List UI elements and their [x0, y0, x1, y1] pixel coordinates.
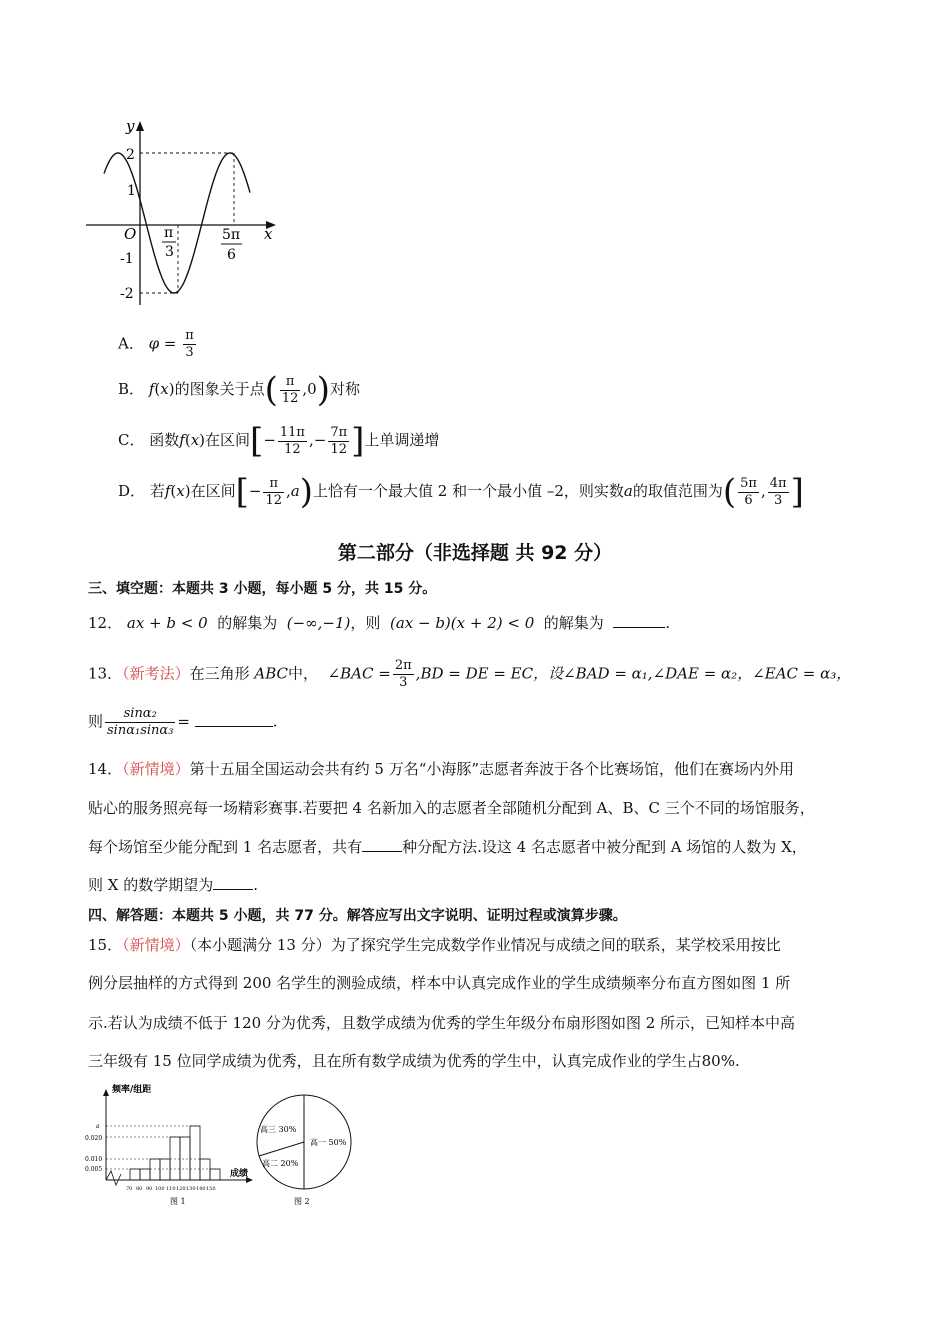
option-c: C． 函数f(x)在区间[− $\frac{11\pi}{12}$ ,− $\frac{7\pi}{12}$ ]上单调递增: [118, 421, 440, 461]
option-c-letter: C．: [118, 431, 145, 449]
answer-blank-14b[interactable]: [213, 875, 253, 890]
sine-graph: [80, 115, 290, 315]
pie-slice-label-grade3: 高三 30%: [260, 1125, 297, 1134]
question-15-line2: 例分层抽样的方式得到 200 名学生的测验成绩，样本中认真完成作业的学生成绩频率分布直方图如图 1 所: [88, 974, 791, 992]
option-d: D． 若f(x)在区间[− $\frac{\pi}{12}$ ,a)上恰有一个最大值 2 和一个最小值 –2，则实数a的取值范围为( $\frac{5\pi}{6}$ , $\frac{4\pi}{3}$ ]: [118, 472, 804, 512]
pie-slice-label-grade1: 高一 50%: [310, 1138, 347, 1147]
fig1-xlabel: 成绩: [230, 1169, 249, 1179]
section3-heading: 三、填空题：本题共 3 小题，每小题 5 分，共 15 分。: [88, 581, 437, 597]
tag-new-context-14: （新情境）: [122, 760, 190, 778]
question-14-line1: 14．（新情境）第十五届全国运动会共有约 5 万名“小海豚”志愿者奔波于各个比赛场馆，他们在赛场内外用: [88, 760, 795, 778]
option-d-letter: D．: [118, 482, 146, 500]
question-14-line4: 则 X 的数学期望为 .: [88, 876, 258, 894]
y-axis-arrow: [136, 121, 144, 131]
pie-slice-label-grade2: 高二 20%: [262, 1159, 299, 1168]
fig1-ylabel: 频率/组距: [112, 1085, 152, 1095]
pie-divider: [259, 1142, 304, 1156]
sine-curve: [104, 153, 250, 293]
figure-2-pie: [252, 1092, 362, 1208]
fig1-xtick: 150: [206, 1186, 216, 1192]
answer-blank-14a[interactable]: [362, 837, 402, 852]
fig1-xtick: 90: [146, 1186, 153, 1192]
y-tick-neg2: -2: [120, 286, 134, 302]
y-tick-1: 1: [127, 183, 136, 199]
question-13-line2: 则 $\frac{\text{sinα₂}}{\text{sinα₁sinα₃}}$ = .: [88, 706, 278, 738]
origin-label: O: [124, 225, 137, 243]
option-a-fraction: $\frac{\pi}{3}$: [185, 328, 194, 360]
fig1-ytick-0020: 0.020: [85, 1135, 103, 1142]
option-b-letter: B．: [118, 380, 145, 398]
fig1-xtick: 70: [126, 1186, 133, 1192]
y-tick-2: 2: [126, 147, 135, 163]
fig2-caption: 图 2: [294, 1197, 310, 1206]
fig1-ytick-0005: 0.005: [85, 1166, 103, 1173]
fig1-xtick: 130: [186, 1186, 196, 1192]
fig1-xtick: 100: [155, 1186, 165, 1192]
option-a-letter: A．: [118, 334, 144, 353]
fig1-xtick: 110: [166, 1186, 176, 1192]
x-tick-5pi6-num: 5π: [222, 227, 241, 243]
question-14-line2: 贴心的服务照亮每一场精彩赛事.若要把 4 名新加入的志愿者全部随机分配到 A、B、C 三个不同的场馆服务，: [88, 799, 815, 817]
answer-blank-13[interactable]: [195, 712, 273, 727]
fig1-ytick-0010: 0.010: [85, 1156, 103, 1163]
figure-1-histogram: [78, 1080, 258, 1208]
x-tick-pi3-den: 3: [165, 244, 174, 260]
section4-heading: 四、解答题：本题共 5 小题，共 77 分。解答应写出文字说明、证明过程或演算步骤。: [88, 908, 627, 924]
x-tick-5pi6-den: 6: [227, 247, 236, 263]
option-a-lhs: φ =: [148, 334, 177, 353]
question-15-line1: 15．（新情境）（本小题满分 13 分）为了探究学生完成数学作业情况与成绩之间的联系，某学校采用按比: [88, 936, 781, 954]
question-14-line3: 每个场馆至少能分配到 1 名志愿者，共有 种分配方法.设这 4 名志愿者中被分配到 A 场馆的人数为 X，: [88, 838, 807, 856]
tag-new-method: （新考法）: [122, 664, 190, 683]
fig1-ytick-a: a: [96, 1123, 100, 1130]
question-15-line3: 示.若认为成绩不低于 120 分为优秀，且数学成绩为优秀的学生年级分布扇形图如图 2 所示，已知样本中高: [88, 1014, 796, 1032]
option-a: [118, 328, 198, 361]
question-13-line1: 13．（新考法）在三角形 ABC中， ∠BAC = $\frac{2\pi}{3}$ ,BD = DE = EC，设∠BAD = α₁,∠DAE = α₂，∠EAC = α₃，: [88, 658, 852, 690]
tag-new-context-15: （新情境）: [122, 936, 190, 954]
fig1-xtick: 140: [196, 1186, 206, 1192]
fig1-xtick: 80: [136, 1186, 143, 1192]
x-axis-label: x: [264, 225, 273, 243]
answer-blank-12[interactable]: [613, 613, 665, 628]
y-axis-label: y: [126, 117, 135, 135]
fig1-caption: 图 1: [170, 1197, 186, 1206]
part2-title: 第二部分（非选择题 共 92 分）: [337, 542, 613, 564]
x-tick-pi3-num: π: [164, 225, 174, 241]
question-12: 12． ax + b < 0 的解集为 (−∞,−1)，则 (ax − b)(x + 2) < 0 的解集为 .: [88, 614, 671, 632]
option-b: B． f(x)的图象关于点( $\frac{\pi}{12}$ ,0)对称: [118, 370, 360, 410]
question-15-line4: 三年级有 15 位同学成绩为优秀，且在所有数学成绩为优秀的学生中，认真完成作业的学生占80%.: [88, 1052, 740, 1070]
y-tick-neg1: -1: [120, 251, 134, 267]
fig1-xtick: 120: [176, 1186, 186, 1192]
